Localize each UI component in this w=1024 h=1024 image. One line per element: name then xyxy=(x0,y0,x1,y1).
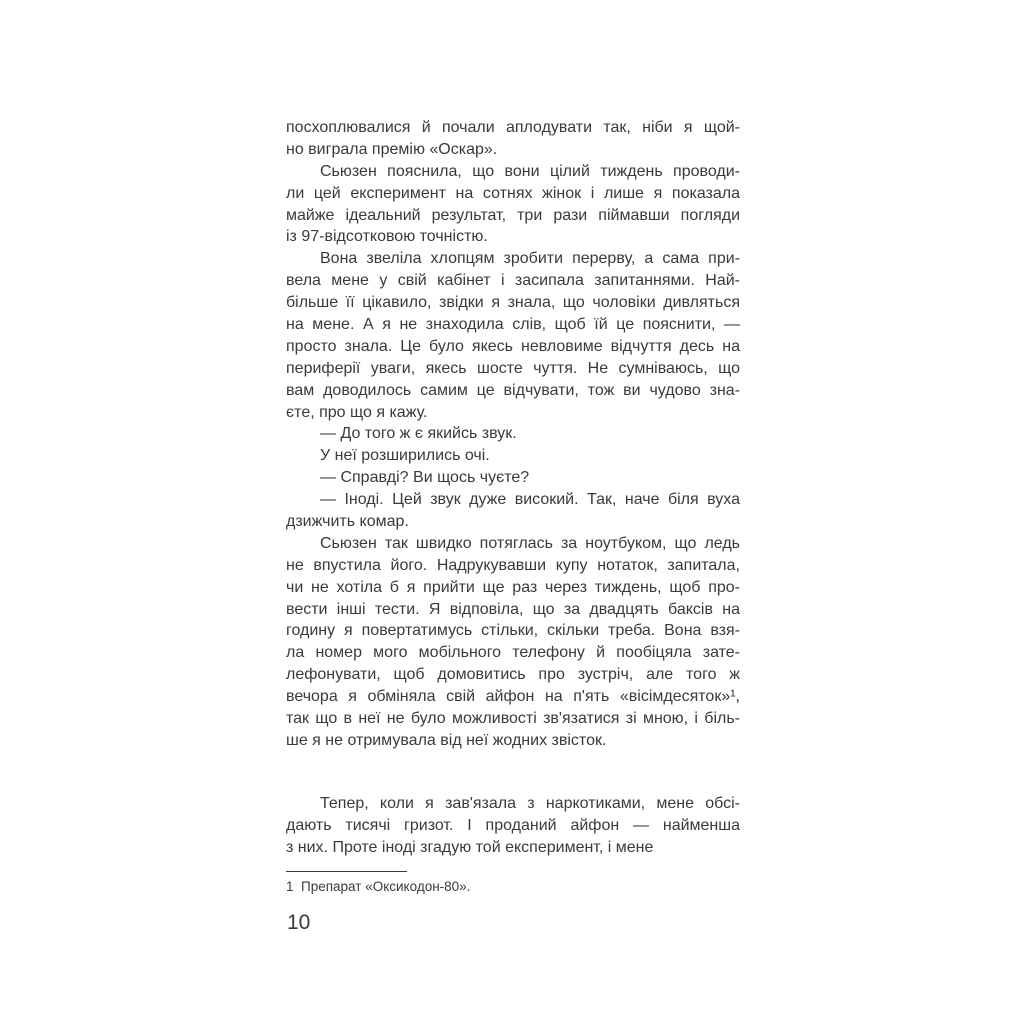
footnote xyxy=(286,871,740,895)
text-line: ли цей експеримент на сотнях жінок і лише я показала xyxy=(286,184,740,202)
footnote-rule xyxy=(286,871,407,872)
text-line: вести інші тести. Я відповіла, що за двадцять баксів на xyxy=(286,600,740,618)
text-line: годину я повертатимусь стільки, скільки треба. Вона взя- xyxy=(286,622,740,640)
footnote-marker: 1 xyxy=(286,879,294,894)
text-line: вела мене у свій кабінет і засипала запитаннями. Най- xyxy=(286,272,740,290)
text-line: майже ідеальний результат, три рази піймавши погляди xyxy=(286,206,740,224)
text-line: посхоплювалися й почали аплодувати так, ніби я щой- xyxy=(286,119,740,136)
paragraph xyxy=(286,793,740,859)
text-line: з них. Проте іноді згадую той експеримент, і мене xyxy=(286,838,654,856)
text-line: Сьюзен так швидко потяглась за ноутбуком, що ледь xyxy=(320,534,740,552)
text-line: більше її цікавило, звідки я знала, що чоловіки дивляться xyxy=(286,294,740,312)
text-line: дають тисячі гризот. І проданий айфон — найменша xyxy=(286,816,740,834)
text-line: із 97-відсотковою точністю. xyxy=(286,228,488,246)
text-line: ла номер мого мобільного телефону й пообіцяла зате- xyxy=(286,644,740,662)
page-number: 10 xyxy=(287,911,311,934)
paragraph xyxy=(286,248,740,423)
text-line: вечора я обміняла свій айфон на п'ять «вісімдесяток»¹, xyxy=(286,688,740,706)
text-line: — Справді? Ви щось чуєте? xyxy=(320,469,530,487)
text-line: периферії уваги, якесь шосте чуття. Не сумніваюсь, що xyxy=(286,359,740,377)
paragraph xyxy=(286,423,740,445)
text-line: У неї розширились очі. xyxy=(320,447,490,465)
text-line: — До того ж є якийсь звук. xyxy=(320,425,517,443)
paragraph xyxy=(286,161,740,249)
text-line: — Іноді. Цей звук дуже високий. Так, наче біля вуха xyxy=(320,491,740,509)
text-line: Сьюзен пояснила, що вони цілий тиждень проводи- xyxy=(320,162,740,180)
paragraph xyxy=(286,445,740,467)
paragraph xyxy=(286,533,740,752)
text-line: вам доводилось самим це відчувати, тож ви чудово зна- xyxy=(286,381,740,399)
text-line: Тепер, коли я зав'язала з наркотиками, мене обсі- xyxy=(320,794,740,812)
text-line: не впустила його. Надрукувавши купу нотаток, запитала, xyxy=(286,556,740,574)
footnote-text: Препарат «Оксикодон-80». xyxy=(301,879,471,894)
text-line: ше я не отримувала від неї жодних звісток. xyxy=(286,731,607,749)
text-line: чи не хотіла б я прийти ще раз через тиждень, щоб про- xyxy=(286,578,740,596)
text-line: Вона звеліла хлопцям зробити перерву, а сама при- xyxy=(320,250,740,268)
text-line: єте, про що я кажу. xyxy=(286,403,428,421)
paragraph xyxy=(286,467,740,489)
text-line: просто знала. Це було якесь невловиме відчуття десь на xyxy=(286,337,740,355)
body-text xyxy=(286,117,740,859)
paragraph xyxy=(286,117,740,161)
text-line: но виграла премію «Оскар». xyxy=(286,140,498,158)
text-line: лефонувати, щоб домовитись про зустріч, але того ж xyxy=(286,666,740,684)
text-line: так що в неї не було можливості зв'язатися зі мною, і біль- xyxy=(286,710,740,728)
text-line: на мене. А я не знаходила слів, щоб їй це пояснити, — xyxy=(286,316,740,334)
paragraph xyxy=(286,489,740,533)
footnote-line xyxy=(286,879,740,895)
text-line: дзижчить комар. xyxy=(286,513,409,531)
